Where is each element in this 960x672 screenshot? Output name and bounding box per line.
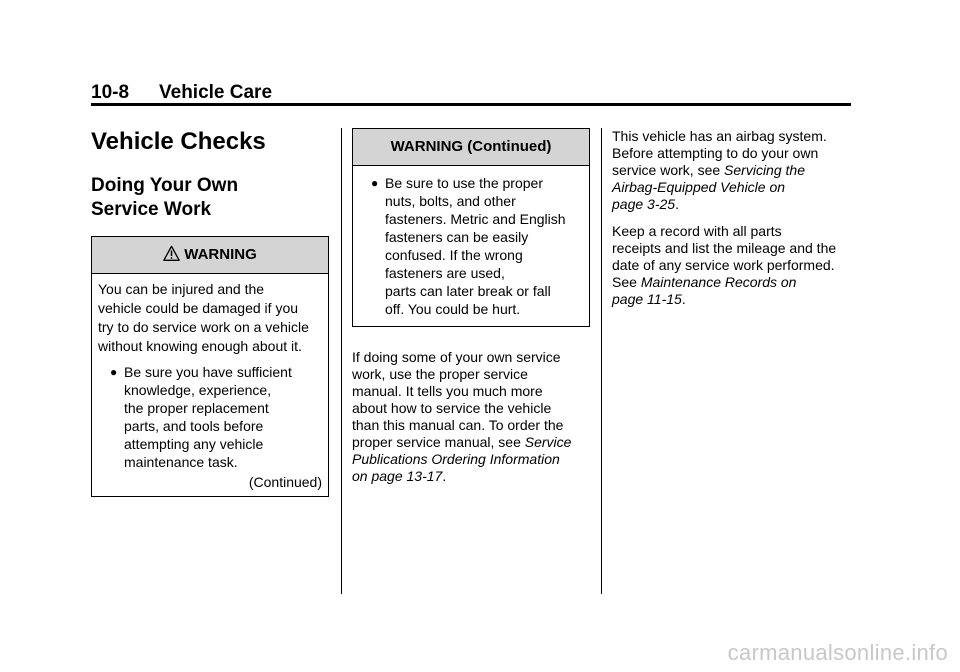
warning-line: without knowing enough about it. bbox=[98, 338, 302, 354]
bullet-line: attempting any vehicle bbox=[124, 436, 264, 452]
header-rule bbox=[91, 103, 851, 106]
paragraph-line: about how to service the vehicle bbox=[352, 400, 552, 416]
bullet-line: fasteners are used, bbox=[385, 265, 505, 281]
paragraph-line: than this manual can. To order the bbox=[352, 417, 564, 433]
bullet-line: fasteners can be easily bbox=[385, 229, 529, 245]
paragraph-line: Keep a record with all parts bbox=[612, 223, 782, 239]
subsection-title bbox=[91, 174, 329, 222]
paragraph-line: If doing some of your own service bbox=[352, 349, 561, 365]
warning-continued-box bbox=[352, 128, 590, 327]
cross-reference-link[interactable]: Servicing the bbox=[724, 162, 805, 178]
paragraph-line: work, use the proper service bbox=[352, 366, 528, 382]
warning-line: try to do service work on a vehicle bbox=[98, 319, 309, 335]
paragraph-line: service work, see bbox=[612, 162, 725, 178]
continued-label: (Continued) bbox=[248, 474, 322, 490]
warning-bullet bbox=[98, 363, 322, 471]
paragraph-end: . bbox=[675, 196, 679, 212]
cross-reference-link[interactable]: page 11-15 bbox=[612, 291, 682, 307]
paragraph-line: See bbox=[612, 274, 641, 290]
bullet-line: off. You could be hurt. bbox=[385, 301, 521, 317]
bullet-line: knowledge, experience, bbox=[124, 382, 272, 398]
column-1 bbox=[91, 128, 329, 497]
warning-heading-text: WARNING bbox=[184, 246, 257, 263]
bullet-line: parts can later break or fall bbox=[385, 283, 551, 299]
paragraph-line: This vehicle has an airbag system. bbox=[612, 128, 827, 144]
warning-triangle-icon bbox=[163, 245, 180, 262]
bullet-line: fasteners. Metric and English bbox=[385, 211, 566, 227]
bullet-dot-icon: ● bbox=[110, 365, 118, 379]
paragraph-line: Before attempting to do your own bbox=[612, 145, 819, 161]
bullet-dot-icon: ● bbox=[371, 176, 379, 190]
column-divider-1 bbox=[341, 128, 342, 594]
bullet-line: confused. If the wrong bbox=[385, 247, 523, 263]
cross-reference-link[interactable]: Publications Ordering Information bbox=[352, 451, 560, 467]
subsection-title-line1: Doing Your Own bbox=[91, 175, 239, 196]
paragraph-line: receipts and list the mileage and the bbox=[612, 240, 837, 256]
column-3 bbox=[612, 128, 862, 315]
records-paragraph bbox=[612, 223, 862, 308]
warning-line: vehicle could be damaged if you bbox=[98, 300, 299, 316]
bullet-line: nuts, bolts, and other bbox=[385, 193, 516, 209]
bullet-line: parts, and tools before bbox=[124, 418, 264, 434]
paragraph-line: manual. It tells you much more bbox=[352, 383, 543, 399]
cross-reference-link[interactable]: Service bbox=[524, 434, 572, 450]
bullet-line: maintenance task. bbox=[124, 454, 238, 470]
column-divider-2 bbox=[601, 128, 602, 594]
cross-reference-link[interactable]: on page 13-17 bbox=[352, 468, 443, 484]
paragraph-end: . bbox=[681, 291, 686, 307]
subsection-title-line2: Service Work bbox=[91, 199, 212, 220]
warning-continued-heading: WARNING (Continued) bbox=[353, 129, 589, 166]
section-title: Vehicle Care bbox=[159, 82, 273, 103]
bullet-line: Be sure to use the proper bbox=[385, 175, 543, 191]
paragraph-line: date of any service work performed. bbox=[612, 257, 835, 273]
warning-line: You can be injured and the bbox=[98, 281, 265, 297]
warning-body bbox=[92, 274, 328, 496]
warning-continued-body bbox=[353, 166, 589, 326]
warning-heading bbox=[92, 237, 328, 274]
cross-reference-link[interactable]: page 3-25 bbox=[612, 196, 676, 212]
cross-reference-link[interactable]: Maintenance Records on bbox=[640, 274, 797, 290]
column-2 bbox=[352, 128, 590, 492]
warning-text bbox=[98, 280, 322, 356]
watermark: carmanualsonline.info bbox=[727, 640, 948, 665]
cross-reference-link[interactable]: Airbag-Equipped Vehicle on bbox=[612, 179, 786, 195]
warning-box bbox=[91, 236, 329, 497]
service-manual-paragraph bbox=[352, 349, 590, 485]
warning-bullet bbox=[359, 174, 583, 318]
paragraph-line: proper service manual, see bbox=[352, 434, 525, 450]
paragraph-end: . bbox=[442, 468, 447, 484]
airbag-paragraph bbox=[612, 128, 862, 213]
bullet-line: Be sure you have sufficient bbox=[124, 364, 292, 380]
page-title: Vehicle Checks bbox=[91, 128, 266, 155]
bullet-line: the proper replacement bbox=[124, 400, 269, 416]
page-number: 10-8 bbox=[91, 82, 130, 103]
page-header bbox=[91, 82, 272, 104]
